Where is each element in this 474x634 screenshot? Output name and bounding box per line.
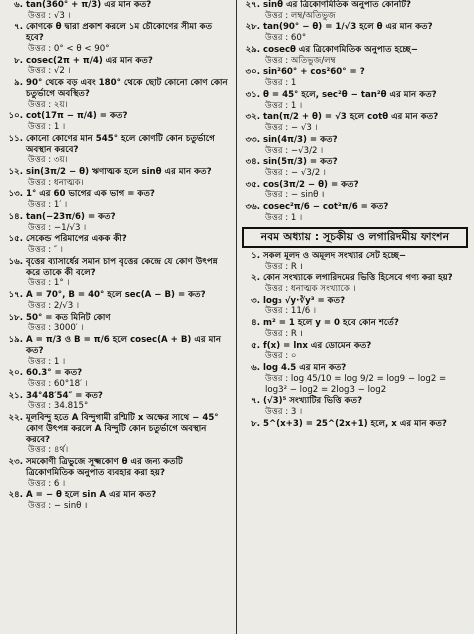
question-item xyxy=(3,413,232,456)
right-column-questions xyxy=(240,0,470,224)
answer-text: উত্তর : √3 । xyxy=(28,10,71,21)
question-text: sin(3π/2 − θ) ঋণাত্মক হলে sinθ এর মান কত? xyxy=(26,167,212,178)
answer-text: উত্তর : 11/6 । xyxy=(265,306,317,317)
question-text: m² = 1 হলে y = 0 হবে কোন শর্তে? xyxy=(263,318,399,329)
question-item xyxy=(3,457,232,489)
answer-text: উত্তর : 1 । xyxy=(265,212,303,223)
question-number: ১৮. xyxy=(8,312,23,323)
question-number: ১২. xyxy=(8,167,23,178)
question-item xyxy=(240,419,470,430)
answer-text: উত্তর : 60° xyxy=(265,33,307,44)
question-item xyxy=(240,112,470,133)
question-item xyxy=(3,22,232,54)
question-text: কোন সংখ্যাকে লগারিদমের ভিত্তি হিসেবে গণ্য করা হয়? xyxy=(263,273,453,284)
question-item xyxy=(240,180,470,201)
question-number: ১৩. xyxy=(8,189,23,200)
question-number: ২. xyxy=(251,273,260,284)
question-number: ৩০. xyxy=(245,67,260,78)
answer-text: উত্তর : 0° < θ < 90° xyxy=(28,43,110,54)
answer-text: উত্তর : − √3 । xyxy=(265,123,318,134)
question-number: ১০. xyxy=(8,111,23,122)
answer-text: উত্তর : 1 xyxy=(265,78,297,89)
question-number: ২৩. xyxy=(8,457,23,468)
question-number: ১৬. xyxy=(8,256,23,267)
question-text: কোনো কোণের মান 545° হলে কোণটি কোন চতুর্ভাগে অবস্থান করবে? xyxy=(26,133,215,155)
question-item xyxy=(3,212,232,233)
question-text: log 4.5 এর মান কত? xyxy=(263,363,347,374)
question-number: ৩৪. xyxy=(245,157,260,168)
question-item xyxy=(3,189,232,210)
question-number: ৮. xyxy=(14,55,23,66)
answer-text: উত্তর : 6 । xyxy=(28,478,66,489)
answer-text: উত্তর : − sinθ । xyxy=(28,501,88,512)
question-item xyxy=(3,234,232,255)
answer-text: উত্তর : 1 । xyxy=(265,100,303,111)
question-number: ১৫. xyxy=(8,234,23,245)
question-text: tan(π/2 + θ) = √3 হলে cotθ এর মান কত? xyxy=(263,112,439,123)
question-text: 60.3° = কত? xyxy=(26,368,83,379)
answer-text: উত্তর : 3000′ । xyxy=(28,323,84,334)
answer-text: উত্তর : ২য়। xyxy=(28,99,68,110)
answer-text: উত্তর : − √3/2 । xyxy=(265,168,326,179)
right-column xyxy=(237,0,474,634)
question-text: θ = 45° হলে, sec²θ − tan²θ এর মান কত? xyxy=(263,89,437,100)
chapter-heading: নবম অধ্যায় : সূচকীয় ও লগারিদমীয় ফাংশন xyxy=(242,227,468,248)
question-number: ৩. xyxy=(251,295,260,306)
question-number: ৬. xyxy=(251,363,260,374)
question-item xyxy=(3,290,232,311)
answer-text: উত্তর : ″ । xyxy=(28,245,63,256)
question-text: sin(5π/3) = কত? xyxy=(263,157,338,168)
answer-text: উত্তর : 1 । xyxy=(28,356,66,367)
answer-text: উত্তর : 2/√3 । xyxy=(28,300,80,311)
question-item xyxy=(3,257,232,289)
answer-text: উত্তর : অতিভুজ/লম্ব xyxy=(265,55,336,66)
question-text: log₃ √y·∛y³ = কত? xyxy=(263,295,346,306)
answer-text: উত্তর : 1′ । xyxy=(28,200,68,211)
question-item xyxy=(240,396,470,417)
answer-text: উত্তর : 3 । xyxy=(265,407,303,418)
question-number: ১৭. xyxy=(8,290,23,301)
question-item xyxy=(3,56,232,77)
question-item xyxy=(240,318,470,339)
answer-text: উত্তর : −1/√3 । xyxy=(28,222,87,233)
question-number: ২৮. xyxy=(245,22,260,33)
question-text: cos(3π/2 − θ) = কত? xyxy=(263,179,359,190)
question-item xyxy=(3,490,232,511)
answer-text: উত্তর : √2 । xyxy=(28,66,71,77)
question-text: tan(−23π/6) = কত? xyxy=(26,211,116,222)
question-number: ৩৩. xyxy=(245,134,260,145)
question-number: ৭. xyxy=(14,22,23,33)
question-text: কোণকে θ দ্বারা প্রকাশ করলে ১ম চৌকোণের সীমা কত হবে? xyxy=(26,22,213,44)
question-item xyxy=(3,111,232,132)
question-number: ৩৬. xyxy=(245,202,260,213)
question-number: ৫. xyxy=(251,340,260,351)
question-item xyxy=(240,45,470,66)
question-text: A = π/3 ও B = π/6 হলে cosec(A + B) এর মান কত? xyxy=(26,335,221,356)
question-text: 5^(x+3) = 25^(2x+1) হলে, x এর মান কত? xyxy=(263,418,447,429)
question-item xyxy=(3,0,232,21)
question-text: sin(4π/3) = কত? xyxy=(263,134,338,145)
answer-text: উত্তর : 1° । xyxy=(28,278,70,289)
question-text: সকল মূলদ ও অমূলদ সংখ্যার সেট হচ্ছে− xyxy=(263,250,407,261)
answer-text: উত্তর : log 45/10 = log 9/2 = log9 − log2 = log3² − log2 = 2log3 − log2 xyxy=(265,373,447,395)
question-number: ২০. xyxy=(8,368,23,379)
answer-text: উত্তর : R । xyxy=(265,328,303,339)
answer-text: উত্তর : ধনাত্মক সংখ্যাকে । xyxy=(265,284,356,295)
question-item xyxy=(3,391,232,412)
question-item xyxy=(240,273,470,294)
question-number: ১৪. xyxy=(8,211,23,222)
question-item xyxy=(240,251,470,272)
question-item xyxy=(240,135,470,156)
question-number: ৬. xyxy=(14,0,23,10)
question-item xyxy=(240,363,470,395)
question-number: ৩২. xyxy=(245,112,260,123)
answer-text: উত্তর : লম্ব/অতিভুজ xyxy=(265,10,336,21)
question-item xyxy=(3,368,232,389)
question-text: sinθ এর ত্রিকোণমিতিক অনুপাত কোনটি? xyxy=(263,0,411,10)
question-item xyxy=(3,167,232,188)
question-number: ৩৫. xyxy=(245,179,260,190)
question-item xyxy=(240,90,470,111)
question-number: ৭. xyxy=(251,396,260,407)
question-item xyxy=(240,22,470,43)
question-number: ১. xyxy=(251,250,260,261)
question-text: cot(17π − π/4) = কত? xyxy=(26,111,128,122)
question-text: (√3)⁵ সংখ্যাটির ভিত্তি কত? xyxy=(263,396,363,407)
question-item xyxy=(240,341,470,362)
question-text: sin²60° + cos²60° = ? xyxy=(263,67,365,78)
question-text: সমকোণী ত্রিভুজে সূক্ষ্মকোণ θ এর জন্য কতটি ত্রিকোণমিতিক অনুপাত ব্যবহার করা হয়? xyxy=(26,457,183,478)
answer-text: উত্তর : 34.815° xyxy=(28,401,89,412)
chapter-nine-questions xyxy=(240,251,470,430)
question-text: মূলবিন্দু হতে A বিন্দুগামী রশ্মিটি x অক্ষের সাথে − 45° কোণ উৎপন্ন করলে A বিন্দুটি কোন চতুর্ভাগে অবস্থান করবে? xyxy=(26,413,219,445)
question-text: সেকেন্ড পরিমাপের একক কী? xyxy=(26,234,127,245)
answer-text: উত্তর : ৩য়। xyxy=(28,155,68,166)
question-number: ২১. xyxy=(8,390,23,401)
question-item xyxy=(3,313,232,334)
question-item xyxy=(3,134,232,166)
answer-text: উত্তর : ৪র্থ। xyxy=(28,445,69,456)
question-text: 34°48′54″ = কত? xyxy=(26,390,103,401)
question-text: cosecθ এর ত্রিকোণমিতিক অনুপাত হচ্ছে− xyxy=(263,44,418,55)
answer-text: উত্তর : 1 । xyxy=(28,122,66,133)
question-item xyxy=(240,296,470,317)
question-text: 50° = কত মিনিট কোণ xyxy=(26,312,111,323)
question-text: A = 70°, B = 40° হলে sec(A − B) = কত? xyxy=(26,290,206,301)
question-text: 1° এর 60 ভাগের এক ভাগ = কত? xyxy=(26,189,155,200)
question-number: ১১. xyxy=(8,133,23,144)
question-number: ১৯. xyxy=(8,335,23,346)
question-number: ২৭. xyxy=(245,0,260,10)
question-number: ২৯. xyxy=(245,44,260,55)
answer-text: উত্তর : 60°18′ । xyxy=(28,378,88,389)
question-number: ৩১. xyxy=(245,89,260,100)
question-item xyxy=(240,157,470,178)
question-number: ২৪. xyxy=(8,490,23,501)
question-text: A = − θ হলে sin A এর মান কত? xyxy=(26,490,157,501)
question-number: ২২. xyxy=(8,413,23,424)
question-text: tan(360° + π/3) এর মান কত? xyxy=(26,0,152,10)
question-number: ৮. xyxy=(251,418,260,429)
question-item xyxy=(240,0,470,21)
answer-text: উত্তর : − sinθ । xyxy=(265,190,325,201)
question-number: ৯. xyxy=(14,78,23,89)
question-text: বৃত্তের ব্যাসার্ধের সমান চাপ বৃত্তের কেন্দ্রে যে কোণ উৎপন্ন করে তাকে কী বলে? xyxy=(26,256,218,278)
question-item xyxy=(3,335,232,367)
answer-text: উত্তর : R । xyxy=(265,261,303,272)
answer-text: উত্তর : ধনাত্মক। xyxy=(28,177,84,188)
question-text: f(x) = lnx এর ডোমেন কত? xyxy=(263,340,372,351)
question-text: cosec(2π + π/4) এর মান কত? xyxy=(26,55,153,66)
answer-text: উত্তর : −√3/2 । xyxy=(265,145,324,156)
question-number: ৪. xyxy=(251,318,260,329)
question-item xyxy=(240,202,470,223)
question-text: tan(90° − θ) = 1/√3 হলে θ এর মান কত? xyxy=(263,22,433,33)
question-item xyxy=(240,67,470,88)
question-item xyxy=(3,78,232,110)
question-text: 90° থেকে বড় এবং 180° থেকে ছোট কোনো কোণ কোন চতুর্ভাগে অবস্থিত? xyxy=(26,78,228,99)
answer-text: উত্তর : ০ xyxy=(265,351,297,362)
question-text: cosec²π/6 − cot²π/6 = কত? xyxy=(263,202,389,213)
